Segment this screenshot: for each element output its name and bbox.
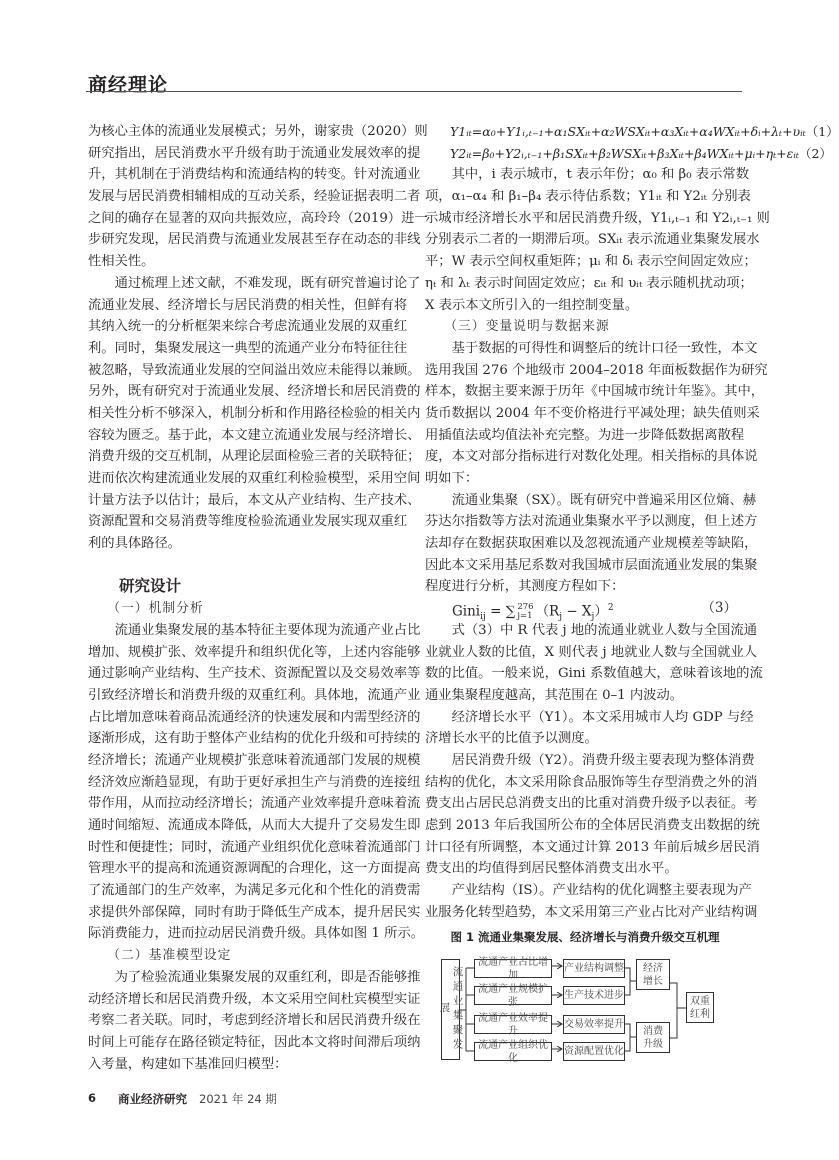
text-line: 为核心主体的流通业发展模式；另外，谢家贵（2020）则 xyxy=(88,124,428,139)
text-line: 虑到 2013 年后我国所公布的全体居民消费支出数据的统 xyxy=(425,818,760,833)
text-line: 为了检验流通业集聚发展的双重红利，即是否能够推 xyxy=(114,969,421,985)
text-line: 际消费能力，进而拉动居民消费升级。具体如图 1 所示。 xyxy=(88,926,425,942)
text-line: 研究指出，居民消费水平升级有助于流通业发展效率的提 xyxy=(88,145,421,161)
text-line: 业服务化转型趋势，本文采用第三产业占比对产业结构调 xyxy=(425,904,758,920)
text-line: 其中，i 表示城市，t 表示年份；α₀ 和 β₀ 表示常数 xyxy=(451,167,749,183)
text-line: 逐渐形成，这有助于整体产业结构的优化升级和可持续的 xyxy=(88,731,421,747)
text-line: 因此本文采用基尼系数对我国城市层面流通业发展的集聚 xyxy=(425,557,758,573)
eq-r-sub: j xyxy=(559,612,563,623)
text-line: 经济效应渐趋显现，有助于更好承担生产与消费的连接纽 xyxy=(88,774,421,790)
diagram-channel-box: 资源配置优化 xyxy=(563,1042,625,1061)
text-line: 流通业发展、经济增长与居民消费的相关性，但鲜有将 xyxy=(88,297,408,313)
equation-body: Y2ᵢₜ=β₀+Y2ᵢ,ₜ₋₁+β₁SXᵢₜ+β₂WSXᵢₜ+β₃Xᵢₜ+β₄WXᵢₜ+μᵢ+ηₜ+εᵢₜ xyxy=(450,145,799,161)
diagram-channel-box: 交易效率提升 xyxy=(563,1015,625,1034)
eq-power: 2 xyxy=(607,603,614,614)
diagram-result-box: 双重红利 xyxy=(686,992,714,1023)
diagram-source-box: 流通业集聚发展 xyxy=(441,959,460,1060)
text-line: 明如下： xyxy=(425,471,479,486)
text-line: 之间的确存在显著的双向共振效应，高玲玲（2019）进一 xyxy=(88,210,428,226)
text-line: 性相关性。 xyxy=(88,254,155,270)
text-line: 资源配置和交易消费等维度检验流通业发展实现双重红 xyxy=(88,514,408,530)
text-line: 通过影响产业结构、生产技术、资源配置以及交易效率等 xyxy=(88,666,421,682)
text-line: 费支出的均值得到居民整体消费支出水平。 xyxy=(425,861,678,877)
equation-number: （1） xyxy=(805,124,839,139)
sum-lower: j=1 xyxy=(517,611,533,622)
text-line: 进而依次构建流通业发展的双重红利检验模型，采用空间 xyxy=(88,471,421,486)
text-line: 相关性分析不够深入，机制分析和作用路径检验的相关内 xyxy=(88,405,421,421)
section-heading: 研究设计 xyxy=(119,577,182,596)
diagram-channel-box: 生产技术进步 xyxy=(563,986,625,1005)
text-line: 济增长水平的比值予以测度。 xyxy=(425,731,598,747)
text-line: 选用我国 276 个地级市 2004–2018 年面板数据作为研究 xyxy=(425,362,768,378)
diagram-driver-box: 流通产业占比增加 xyxy=(474,959,552,978)
text-line: 通业集聚程度越高，其范围在 0–1 内波动。 xyxy=(425,687,684,703)
diagram-driver-box: 流通产业规模扩张 xyxy=(474,986,552,1005)
text-line: 其纳入统一的分析框架来综合考虑流通业发展的双重红 xyxy=(88,319,408,335)
subsection-heading: （二）基准模型设定 xyxy=(107,948,232,964)
text-line: 数的比值。一般来说，Gini 系数值越大，意味着该地的流 xyxy=(425,666,763,682)
eq-r: （R xyxy=(535,603,560,620)
eq-op: = ∑ xyxy=(485,603,516,620)
text-line: 示城市经济增长水平和居民消费升级，Y1ᵢ,ₜ₋₁ 和 Y2ᵢ,ₜ₋₁ 则 xyxy=(425,210,770,226)
text-line: 占比增加意味着商品流通经济的快速发展和内需型经济的 xyxy=(88,709,421,725)
text-line: 居民消费升级（Y2）。消费升级主要表现为整体消费 xyxy=(451,752,755,768)
text-line: 考察二者关联。同时，考虑到经济增长和居民消费升级在 xyxy=(88,1013,421,1029)
page-number: 6 xyxy=(88,1091,97,1105)
text-line: 管理水平的提高和流通资源调配的合理化，这一方面提高 xyxy=(88,861,421,877)
text-line: 另外，既有研究对于流通业发展、经济增长和居民消费的 xyxy=(88,384,421,400)
text-line: 了流通部门的生产效率，为满足多元化和个性化的消费需 xyxy=(88,883,421,899)
section-header: 商经理论 xyxy=(88,74,169,96)
text-line: 用插值法或均值法补充完整。为进一步降低数据离散程 xyxy=(425,427,745,443)
eq-x-sub: j xyxy=(591,612,595,623)
diagram-driver-box: 流通产业组织优化 xyxy=(474,1042,552,1061)
text-line: 动经济增长和居民消费升级，本文采用空间杜宾模型实证 xyxy=(88,991,421,1007)
diagram-outcome-consumption: 消费升级 xyxy=(636,1022,670,1053)
diagram-channel-box: 产业结构调整 xyxy=(563,959,625,978)
text-line: 项，α₁–α₄ 和 β₁–β₄ 表示待估系数；Y1ᵢₜ 和 Y2ᵢₜ 分别表 xyxy=(425,189,751,205)
journal-name: 商业经济研究 xyxy=(118,1092,187,1106)
text-line: 步研究发现，居民消费与流通业发展甚至存在动态的非线 xyxy=(88,232,421,248)
text-line: 引致经济增长和消费升级的双重红利。具体地，流通产业 xyxy=(88,687,421,703)
text-line: 带作用，从而拉动经济增长；流通产业效率提升意味着流 xyxy=(88,796,421,812)
text-line: 消费升级的交互机制，从理论层面检验三者的关联特征； xyxy=(88,449,421,465)
text-line: 通过梳理上述文献，不难发现，既有研究普遍讨论了 xyxy=(114,275,421,291)
text-line: 度，本文对部分指标进行对数化处理。相关指标的具体说 xyxy=(425,449,758,465)
text-line: X 表示本文所引入的一组控制变量。 xyxy=(425,297,639,313)
text-line: 经济增长；流通产业规模扩张意味着流通部门发展的规模 xyxy=(88,752,421,768)
text-line: 业就业人数的比值，X 则代表 j 地就业人数与全国就业人 xyxy=(425,644,758,660)
equation-body: Y1ᵢₜ=α₀+Y1ᵢ,ₜ₋₁+α₁SXᵢₜ+α₂WSXᵢₜ+α₃Xᵢₜ+α₄WXᵢₜ+δᵢ+λₜ+υᵢₜ xyxy=(450,124,806,139)
subsection-heading: （三）变量说明与数据来源 xyxy=(444,319,610,335)
text-line: 利的具体路径。 xyxy=(88,536,182,552)
text-line: 增加、规模扩张、效率提升和组织优化等，上述内容能够 xyxy=(88,644,421,660)
text-line: 芬达尔指数等方法对流通业集聚水平予以测度，但上述方 xyxy=(425,514,758,530)
text-line: 产业结构（IS）。产业结构的优化调整主要表现为产 xyxy=(451,883,752,899)
text-line: 费支出占居民总消费支出的比重对消费升级予以表征。考 xyxy=(425,796,758,812)
diagram-driver-box: 流通产业效率提升 xyxy=(474,1015,552,1034)
text-line: 货币数据以 2004 年不变价格进行平减处理；缺失值则采 xyxy=(425,405,760,421)
text-line: 样本，数据主要来源于历年《中国城市统计年鉴》。其中， xyxy=(425,384,765,400)
equation-number: （2） xyxy=(798,145,832,161)
eq-close: ） xyxy=(594,603,608,620)
text-line: 式（3）中 R 代表 j 地的流通业就业人数与全国流通 xyxy=(451,622,758,638)
eq-minus: − X xyxy=(562,603,592,620)
text-line: 分别表示二者的一期滞后项。SXᵢₜ 表示流通业集聚发展水 xyxy=(425,232,760,248)
text-line: ηₜ 和 λₜ 表示时间固定效应；εᵢₜ 和 υᵢₜ 表示随机扰动项； xyxy=(425,275,753,291)
text-line: 容较为匮乏。基于此，本文建立流通业发展与经济增长、 xyxy=(88,427,421,443)
subsection-heading: （一）机制分析 xyxy=(107,601,204,617)
page-footer xyxy=(88,1091,277,1107)
text-line: 流通业集聚发展的基本特征主要体现为流通产业占比 xyxy=(114,622,421,638)
text-line: 流通业集聚（SX）。既有研究中普遍采用区位熵、赫 xyxy=(451,492,757,508)
text-line: 时间上可能存在路径锁定特征，因此本文将时间滞后项纳 xyxy=(88,1034,421,1050)
text-line: 平；W 表示空间权重矩阵；μᵢ 和 δᵢ 表示空间固定效应； xyxy=(425,254,757,270)
text-line: 通时间缩短、流通成本降低，从而大大提升了交易发生即 xyxy=(88,818,421,833)
text-line: 法却存在数据获取困难以及忽视流通产业规模差等缺陷， xyxy=(425,536,758,552)
diagram-outcome-growth: 经济增长 xyxy=(636,959,670,990)
text-line: 程度进行分析，其测度方程如下： xyxy=(425,579,625,595)
text-line: 求提供外部保障，同时有助于降低生产成本，提升居民实 xyxy=(88,904,421,920)
eq-lhs: Gini xyxy=(452,603,481,620)
text-line: 基于数据的可得性和调整后的统计口径一致性，本文 xyxy=(451,340,758,356)
sum-upper: 276 xyxy=(517,602,534,613)
text-line: 经济增长水平（Y1）。本文采用城市人均 GDP 与经 xyxy=(451,709,754,725)
text-line: 利。同时，集聚发展这一典型的流通产业分布特征往往 xyxy=(88,340,408,356)
eq-lhs-sub: ij xyxy=(480,612,486,623)
text-line: 发展与居民消费相辅相成的互动关系，经验证据表明二者 xyxy=(88,189,421,205)
figure-title: 图 1 流通业集聚发展、经济增长与消费升级交互机理 xyxy=(450,930,720,944)
text-line: 计口径有所调整，本文通过计算 2013 年前后城乡居民消 xyxy=(425,839,760,855)
text-line: 升，其机制在于消费结构和流通结构的转变。针对流通业 xyxy=(88,167,421,183)
text-line: 结构的优化，本文采用除食品服饰等生存型消费之外的消 xyxy=(425,774,758,790)
journal-issue: 2021 年 24 期 xyxy=(199,1092,277,1106)
text-line: 入考量，构建如下基准回归模型： xyxy=(88,1056,288,1072)
text-line: 计量方法予以估计；最后，本文从产业结构、生产技术、 xyxy=(88,492,421,508)
equation-number: （3） xyxy=(701,600,737,617)
text-line: 被忽略，导致流通业发展的空间溢出效应未能得以兼顾。 xyxy=(88,362,421,378)
text-line: 时性和便捷性；同时，流通产业组织优化意味着流通部门 xyxy=(88,839,421,855)
